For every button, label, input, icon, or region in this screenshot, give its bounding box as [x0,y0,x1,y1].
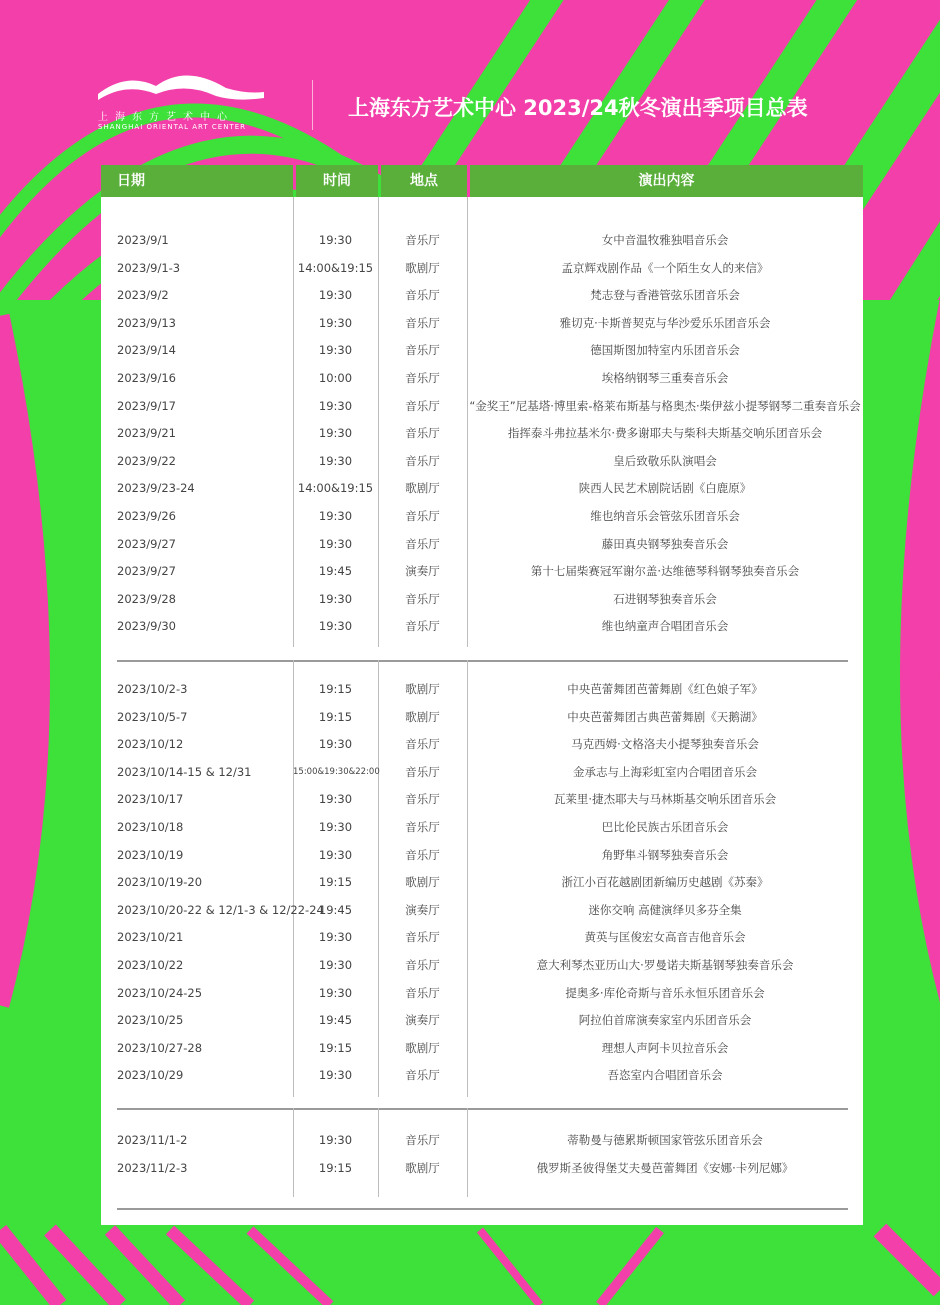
row-time: 19:30 [318,398,353,413]
row-time: 19:30 [318,1133,353,1147]
row-venue: 歌剧厅 [405,709,440,724]
row-event: 孟京辉戏剧作品《一个陌生女人的来信》 [561,260,769,275]
table-row [101,475,863,503]
table-row [101,282,863,310]
row-event: 中央芭蕾舞团芭蕾舞剧《红色娘子军》 [567,682,763,696]
row-time: 14:00&19:15 [297,260,374,275]
row-venue: 音乐厅 [405,847,440,862]
row-date: 2023/9/17 [117,398,176,413]
row-venue: 音乐厅 [405,1068,440,1083]
table-row [101,531,863,559]
row-event: 陕西人民艺术剧院话剧《白鹿原》 [578,481,752,496]
row-date: 2023/10/5-7 [117,709,188,724]
row-date: 2023/10/24-25 [117,985,203,1000]
row-event: 第十七届柴赛冠军谢尔盖·达维德琴科钢琴独奏音乐会 [530,564,800,579]
row-date: 2023/10/29 [117,1068,184,1083]
row-date: 2023/10/2-3 [117,682,188,696]
table-row [101,1155,863,1183]
row-event: 浙江小百花越剧团新编历史越剧《苏秦》 [561,875,769,890]
table-row [101,448,863,476]
row-venue: 歌剧厅 [405,260,440,275]
row-date: 2023/11/1-2 [117,1133,188,1147]
row-date: 2023/9/23-24 [117,481,195,496]
section-divider [117,1208,848,1210]
row-venue: 音乐厅 [405,509,440,523]
row-time: 19:15 [318,682,353,696]
row-date: 2023/9/1 [117,233,169,247]
row-time: 19:30 [318,426,353,441]
table-row [101,676,863,704]
row-date: 2023/10/27-28 [117,1040,203,1055]
row-time: 19:30 [318,737,353,752]
row-time: 19:30 [318,315,353,330]
row-date: 2023/10/14-15 & 12/31 [117,764,252,779]
row-date: 2023/10/17 [117,792,184,807]
row-date: 2023/9/27 [117,564,176,579]
row-venue: 音乐厅 [405,764,440,779]
row-event: 理想人声阿卡贝拉音乐会 [601,1040,729,1055]
row-venue: 音乐厅 [405,233,440,247]
row-venue: 音乐厅 [405,1133,440,1147]
table-row [101,786,863,814]
row-time: 19:30 [318,1068,353,1083]
row-date: 2023/10/18 [117,820,184,834]
row-date: 2023/10/22 [117,958,184,972]
row-venue: 音乐厅 [405,426,440,441]
row-venue: 音乐厅 [405,288,440,303]
row-date: 2023/9/2 [117,288,169,303]
table-row [101,255,863,283]
row-event: 德国斯图加特室内乐团音乐会 [590,343,740,358]
logo-chinese-name: 上海东方艺术中心 [98,112,234,123]
row-date: 2023/9/16 [117,371,176,385]
row-date: 2023/10/19-20 [117,875,203,890]
row-date: 2023/9/13 [117,315,176,330]
row-event: 吾恣室内合唱团音乐会 [607,1068,723,1083]
row-time: 19:15 [318,1160,353,1175]
row-date: 2023/11/2-3 [117,1160,188,1175]
row-time: 19:30 [318,820,353,834]
table-row [101,613,863,641]
row-venue: 音乐厅 [405,737,440,752]
header-date: 日期 [101,165,293,197]
row-venue: 歌剧厅 [405,875,440,890]
row-date: 2023/10/21 [117,930,184,945]
row-venue: 音乐厅 [405,315,440,330]
row-time: 19:30 [318,233,353,247]
table-row [101,952,863,980]
row-event: 女中音温牧雅独唱音乐会 [601,233,729,247]
row-event: “金奖王”尼基塔·博里索-格莱布斯基与格奥杰·柴伊兹小提琴钢琴二重奏音乐会 [469,398,861,413]
logo [96,70,271,135]
table-row [101,731,863,759]
table-row [101,365,863,393]
row-time: 19:30 [318,847,353,862]
row-date: 2023/9/27 [117,536,176,551]
row-event: 金承志与上海彩虹室内合唱团音乐会 [573,764,757,779]
row-event: 埃格纳钢琴三重奏音乐会 [601,371,729,385]
row-venue: 音乐厅 [405,985,440,1000]
table-row [101,227,863,255]
table-row [101,586,863,614]
row-event: 皇后致敬乐队演唱会 [613,453,717,468]
logo-english-name: SHANGHAI ORIENTAL ART CENTER [98,123,246,131]
row-time: 19:45 [318,564,353,579]
table-row [101,704,863,732]
row-time: 19:15 [318,709,353,724]
row-event: 指挥泰斗弗拉基米尔·费多谢耶夫与柴科夫斯基交响乐团音乐会 [507,426,823,441]
page-title: 上海东方艺术中心 2023/24秋冬演出季项目总表 [348,96,808,120]
row-venue: 音乐厅 [405,398,440,413]
table-row [101,980,863,1008]
table-row [101,503,863,531]
row-time: 19:30 [318,619,353,634]
row-event: 迷你交响 高健演绎贝多芬全集 [588,902,742,917]
table-row [101,310,863,338]
table-row [101,869,863,897]
row-event: 角野隼斗钢琴独奏音乐会 [601,847,729,862]
table-row [101,842,863,870]
table-row [101,558,863,586]
table-row [101,814,863,842]
row-date: 2023/9/14 [117,343,176,358]
table-row [101,1007,863,1035]
row-time: 19:45 [318,902,353,917]
row-event: 俄罗斯圣彼得堡艾夫曼芭蕾舞团《安娜·卡列尼娜》 [536,1160,794,1175]
row-venue: 音乐厅 [405,371,440,385]
row-time: 19:30 [318,792,353,807]
row-date: 2023/9/21 [117,426,176,441]
row-event: 维也纳童声合唱团音乐会 [601,619,729,634]
row-event: 维也纳音乐会管弦乐团音乐会 [590,509,740,523]
header-venue: 地点 [381,165,467,197]
row-venue: 歌剧厅 [405,481,440,496]
row-event: 藤田真央钢琴独奏音乐会 [601,536,729,551]
row-venue: 演奏厅 [405,564,440,579]
row-venue: 演奏厅 [405,902,440,917]
row-date: 2023/9/26 [117,509,176,523]
row-date: 2023/10/12 [117,737,184,752]
row-venue: 音乐厅 [405,591,440,606]
row-event: 阿拉伯首席演奏家室内乐团音乐会 [578,1013,752,1028]
row-venue: 音乐厅 [405,619,440,634]
table-row [101,393,863,421]
row-time: 19:30 [318,509,353,523]
row-venue: 音乐厅 [405,792,440,807]
row-event: 黄英与匡俊宏女高音吉他音乐会 [584,930,746,945]
table-row [101,924,863,952]
row-event: 提奥多·库伦奇斯与音乐永恒乐团音乐会 [565,985,765,1000]
header-time: 时间 [296,165,378,197]
row-date: 2023/10/19 [117,847,184,862]
row-time: 19:30 [318,288,353,303]
row-date: 2023/9/28 [117,591,176,606]
table-row [101,420,863,448]
row-time: 14:00&19:15 [297,481,374,496]
row-time: 15:00&19:30&22:00 [293,766,380,777]
row-event: 中央芭蕾舞团古典芭蕾舞剧《天鹅湖》 [567,709,763,724]
row-venue: 音乐厅 [405,930,440,945]
row-event: 瓦莱里·捷杰耶夫与马林斯基交响乐团音乐会 [553,792,777,807]
row-event: 巴比伦民族古乐团音乐会 [601,820,729,834]
table-row [101,337,863,365]
row-event: 蒂勒曼与德累斯顿国家管弦乐团音乐会 [567,1133,763,1147]
header-event: 演出内容 [470,165,863,197]
row-time: 19:30 [318,591,353,606]
row-event: 石进钢琴独奏音乐会 [613,591,717,606]
row-time: 19:15 [318,875,353,890]
row-time: 19:30 [318,958,353,972]
header-divider [312,80,313,130]
row-time: 19:45 [318,1013,353,1028]
row-event: 梵志登与香港管弦乐团音乐会 [590,288,740,303]
logo-roof-icon [96,70,271,106]
row-time: 19:30 [318,536,353,551]
row-time: 19:15 [318,1040,353,1055]
row-time: 19:30 [318,453,353,468]
row-date: 2023/10/20-22 & 12/1-3 & 12/22-24 [117,902,324,917]
row-date: 2023/9/30 [117,619,176,634]
table-row [101,1035,863,1063]
row-venue: 歌剧厅 [405,1160,440,1175]
row-venue: 音乐厅 [405,453,440,468]
table-row [101,897,863,925]
row-venue: 音乐厅 [405,820,440,834]
row-date: 2023/10/25 [117,1013,184,1028]
row-time: 10:00 [318,371,353,385]
row-event: 雅切克·卡斯普契克与华沙爱乐乐团音乐会 [559,315,771,330]
table-row [101,1062,863,1090]
row-venue: 音乐厅 [405,343,440,358]
row-time: 19:30 [318,985,353,1000]
row-date: 2023/9/22 [117,453,176,468]
row-venue: 演奏厅 [405,1013,440,1028]
row-venue: 音乐厅 [405,536,440,551]
row-time: 19:30 [318,343,353,358]
row-venue: 歌剧厅 [405,1040,440,1055]
row-time: 19:30 [318,930,353,945]
row-date: 2023/9/1-3 [117,260,181,275]
table-row [101,759,863,787]
row-venue: 音乐厅 [405,958,440,972]
row-event: 马克西姆·文格洛夫小提琴独奏音乐会 [571,737,759,752]
section-divider [117,1108,848,1110]
section-divider [117,660,848,662]
row-event: 意大利琴杰亚历山大·罗曼诺夫斯基钢琴独奏音乐会 [536,958,794,972]
row-venue: 歌剧厅 [405,682,440,696]
table-row [101,1127,863,1155]
schedule-table [101,197,863,1225]
